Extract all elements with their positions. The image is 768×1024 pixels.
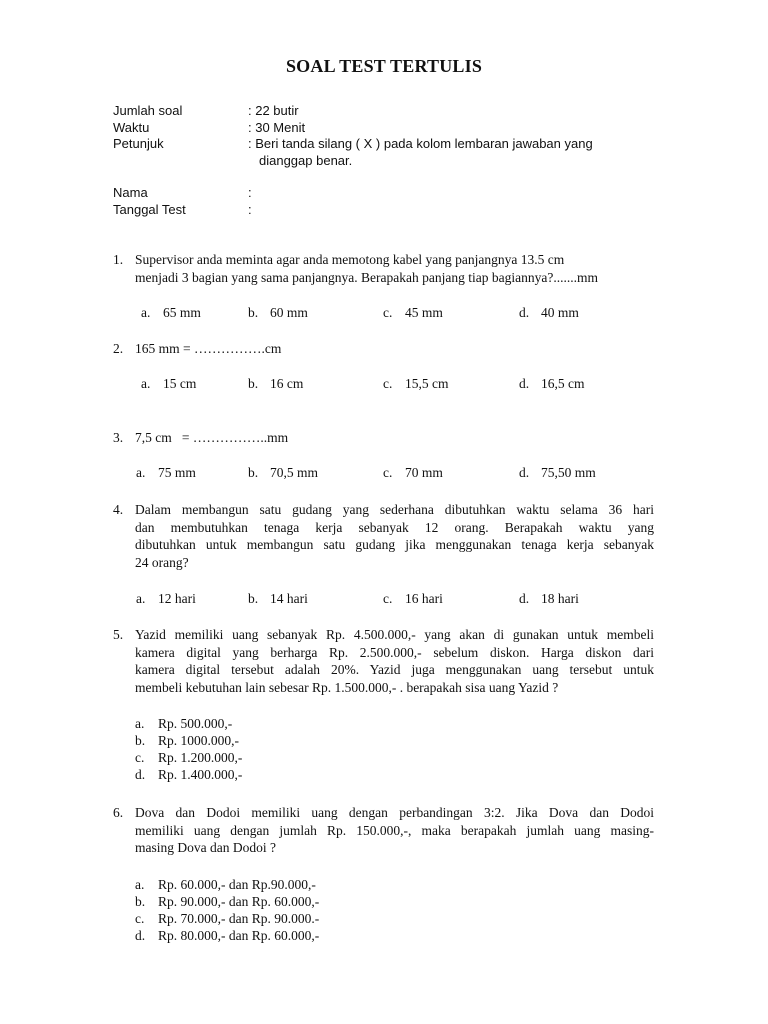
page-title: SOAL TEST TERTULIS [285, 56, 483, 76]
option-c: c. 15,5 cm [383, 376, 449, 391]
question-text-line: kamera digital tersebut adalah 20%. Yazid juga menggunakan uang tersebut untuk [135, 662, 654, 677]
question-number: 2. [113, 341, 124, 356]
nama-value: : [248, 185, 252, 200]
petunjuk-value-line2: dianggap benar. [259, 152, 353, 168]
option-b: b. 16 cm [248, 376, 304, 391]
question-text-line: Yazid memiliki uang sebanyak Rp. 4.500.000,- yang akan di gunakan untuk membeli [135, 627, 654, 642]
option-b: b. Rp. 1000.000,- [135, 733, 239, 748]
option-c: c. 45 mm [383, 305, 443, 320]
option-a: a. Rp. 500.000,- [135, 716, 233, 731]
option-b: b. 14 hari [248, 591, 308, 606]
question-text-line: memiliki uang dengan jumlah Rp. 150.000,-, maka berapakah jumlah uang masing- [135, 822, 654, 838]
option-d: d. 75,50 mm [519, 465, 596, 480]
option-b: b. 60 mm [248, 305, 308, 320]
option-c: c. Rp. 1.200.000,- [135, 750, 243, 765]
option-a: a. 65 mm [141, 305, 201, 320]
question-text-line: Dova dan Dodoi memiliki uang dengan perbandingan 3:2. Jika Dova dan Dodoi [135, 805, 654, 820]
question-text-line: dibutuhkan untuk membangun satu gudang jika menggunakan tenaga kerja sebanyak [135, 537, 654, 552]
petunjuk-value-line1: : Beri tanda silang ( X ) pada kolom lembaran jawaban yang [248, 136, 593, 151]
question-number: 1. [113, 252, 124, 267]
option-d: d. Rp. 1.400.000,- [135, 767, 243, 782]
option-a: a. 12 hari [136, 591, 196, 606]
tanggal-test-label: Tanggal Test [113, 202, 186, 217]
option-b: b. 70,5 mm [248, 465, 319, 480]
question-text-line: Supervisor anda meminta agar anda memotong kabel yang panjangnya 13.5 cm [135, 252, 565, 267]
tanggal-test-value: : [248, 202, 252, 217]
option-a: a. 15 cm [141, 376, 197, 391]
question-text-line: 24 orang? [135, 554, 189, 570]
option-c: c. 70 mm [383, 465, 443, 480]
question-text-line: membeli kebutuhan lain sebesar Rp. 1.500.000,- . berapakah sisa uang Yazid ? [135, 679, 559, 695]
petunjuk-label: Petunjuk [113, 136, 164, 151]
question-text-line: dan membutuhkan tenaga kerja sebanyak 12 orang. Berapakah waktu yang [135, 519, 654, 535]
option-a: a. Rp. 60.000,- dan Rp.90.000,- [135, 877, 316, 892]
option-d: d. Rp. 80.000,- dan Rp. 60.000,- [135, 928, 320, 943]
question-text-line: 7,5 cm = ……………..mm [135, 430, 289, 445]
option-d: d. 16,5 cm [519, 376, 585, 391]
question-text-line: masing Dova dan Dodoi ? [135, 840, 276, 855]
option-d: d. 40 mm [519, 305, 579, 320]
question-number: 4. [113, 502, 124, 517]
nama-label: Nama [113, 185, 148, 200]
waktu-label: Waktu [113, 119, 150, 135]
question-number: 3. [113, 430, 124, 445]
option-b: b. Rp. 90.000,- dan Rp. 60.000,- [135, 894, 320, 909]
option-c: c. 16 hari [383, 591, 443, 606]
question-number: 6. [113, 805, 124, 820]
option-d: d. 18 hari [519, 591, 579, 606]
option-c: c. Rp. 70.000,- dan Rp. 90.000.- [135, 911, 320, 926]
question-text-line: menjadi 3 bagian yang sama panjangnya. Berapakah panjang tiap bagiannya?.......mm [135, 269, 598, 285]
question-text-line: Dalam membangun satu gudang yang sederhana dibutuhkan waktu selama 36 hari [135, 502, 654, 517]
option-a: a. 75 mm [136, 465, 196, 480]
waktu-value: : 30 Menit [248, 119, 306, 135]
question-text-line: 165 mm = …………….cm [135, 341, 282, 356]
question-text-line: kamera digital yang berharga Rp. 2.500.000,- sebelum diskon. Harga diskon dari [135, 644, 654, 660]
jumlah-soal-value: : 22 butir [248, 103, 299, 118]
question-number: 5. [113, 627, 124, 642]
jumlah-soal-label: Jumlah soal [113, 103, 183, 118]
